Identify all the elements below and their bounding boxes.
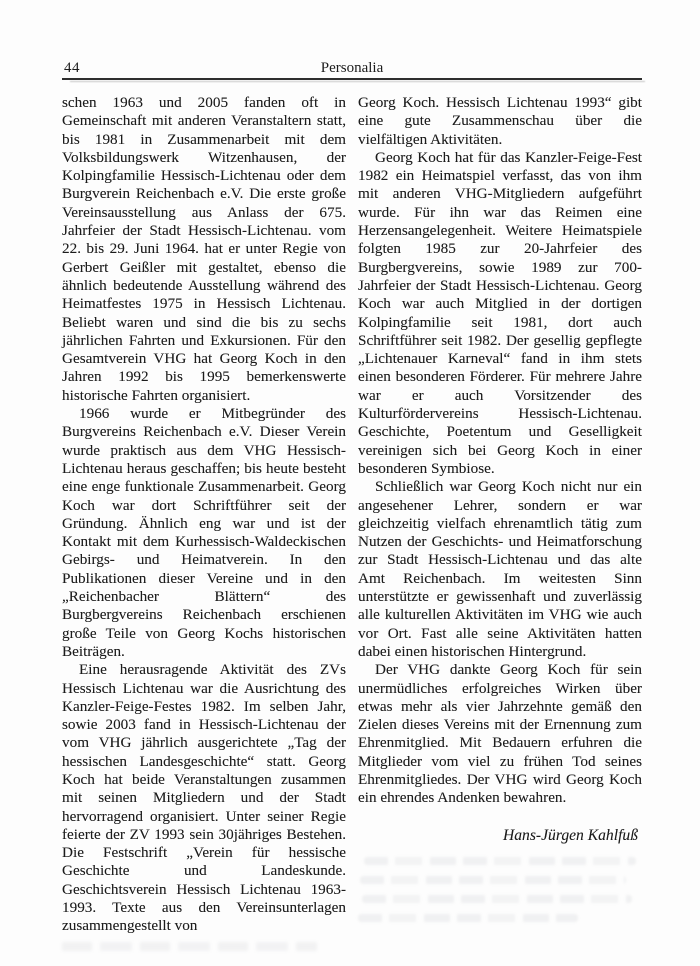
paragraph: Georg Koch. Hessisch Lichtenau 1993“ gibt eine gute Zusammenschau über die vielfältigen Aktivitäten. — [358, 94, 642, 148]
paragraph: schen 1963 und 2005 fanden oft in Gemeinschaft mit anderen Veranstaltern statt, bis 1981 in Zusammenarbeit mit dem Volksbildungswerk Witzenhausen, der Kolpingfamilie Hessisch-Lichtenau oder dem Burgverein Reichenbach e.V. Die erste große Vereinsausstellung aus Anlass der 675. Jahrfeier der Stadt Hessisch-Lichtenau. vom 22. bis 29. Juni 1964. hat er unter Regie von Gerbert Geißler mit gestaltet, ebenso die ähnlich bedeutende Ausstellung während des Heimatfestes 1975 in Hessisch Lichtenau. Beliebt waren und sind die bis zu sechs jährlichen Fahrten und Exkursionen. Für den Gesamtverein VHG hat Georg Koch in den Jahren 1992 bis 1995 bemerkenswerte historische Fahrten organisiert. — [62, 94, 346, 404]
paragraph: Eine herausragende Aktivität des ZVs Hessisch Lichtenau war die Ausrichtung des Kanzler-Feige-Festes 1982. Im selben Jahr, sowie 2003 fand in Hessisch-Lichtenau der vom VHG jährlich ausgerichtete „Tag der hessischen Landesgeschichte“ statt. Georg Koch hat beide Veranstaltungen zusammen mit seinen Mitgliedern und der Stadt hervorragend organisiert. Unter seiner Regie feierte der ZV 1993 sein 30jähriges Bestehen. Die Festschrift „Verein für hessische Geschichte und Landeskunde. Geschichtsverein Hessisch Lichtenau 1963-1993. Texte aus den Vereinsunterlagen zusammengestellt von — [62, 661, 346, 935]
column-right — [358, 94, 642, 951]
paragraph: 1966 wurde er Mitbegründer des Burgvereins Reichenbach e.V. Dieser Verein wurde praktisch aus dem VHG Hessisch-Lichtenau heraus geschaffen; bis heute besteht eine enge funktionale Zusammenarbeit. Georg Koch war dort Schriftführer seit der Gründung. Ähnlich eng war und ist der Kontakt mit dem Kurhessisch-Waldeckischen Gebirgs- und Heimatverein. In den Publikationen dieser Vereine und in den „Reichenbacher Blättern“ des Burgbergvereins Reichenbach erschienen große Teile von Georg Kochs historischen Beiträgen. — [62, 405, 346, 660]
paragraph: Der VHG dankte Georg Koch für sein unermüdliches erfolgreiches Wirken über etwas mehr als vier Jahrzehnte gemäß den Zielen dieses Vereins mit der Ernennung zum Ehrenmitglied. Mit Bedauern erfuhren die Mitglieder vom viel zu frühen Tod seines Ehrenmitgliedes. Der VHG wird Georg Koch ein ehrendes Andenken bewahren. — [358, 661, 642, 807]
ghost-line — [358, 914, 578, 922]
header-rule — [62, 78, 642, 80]
ghost-line — [360, 876, 626, 884]
page-header — [62, 60, 642, 78]
author-signature: Hans-Jürgen Kahlfuß — [503, 826, 638, 844]
page-number: 44 — [64, 60, 80, 76]
column-left — [62, 94, 346, 951]
paragraph: Georg Koch hat für das Kanzler-Feige-Fest 1982 ein Heimatspiel verfasst, das von ihm mit anderen VHG-Mitgliedern aufgeführt wurde. Für ihn war das Reimen eine Herzensangelegenheit. Weitere Heimatspiele folgten 1985 zur 20-Jahrfeier des Burgbergvereins, sowie 1989 zur 700-Jahrfeier der Stadt Hessisch-Lichtenau. Georg Koch war auch Mitglied in der dortigen Kolpingfamilie seit 1981, dort auch Schriftführer seit 1982. Der gesellig gepflegte „Lichtenauer Karneval“ fand in ihm stets einen besonderen Förderer. Für mehrere Jahre war er auch Vorsitzender des Kulturfördervereins Hessisch-Lichtenau. Geschichte, Poetentum und Geselligkeit vereinigen sich bei Georg Koch in einer besonderen Symbiose. — [358, 148, 642, 477]
bleed-through-artifact — [62, 942, 317, 951]
article-body — [62, 94, 642, 951]
running-head: Personalia — [320, 60, 384, 76]
ghost-line — [362, 895, 632, 903]
paragraph: Schließlich war Georg Koch nicht nur ein angesehener Lehrer, sondern er war gleichzeitig vielfach ehrenamtlich tätig zum Nutzen der Geschichts- und Heimatforschung zur Stadt Hessisch-Lichtenau und das alte Amt Reichenbach. Im weitesten Sinn unterstützte er gewissenhaft und zuverlässig alle kulturellen Aktivitäten im VHG wie auch vor Ort. Fast alle seine Aktivitäten hatten dabei einen historischen Hintergrund. — [358, 478, 642, 660]
ghost-line — [364, 857, 636, 865]
bleed-through-artifact — [358, 857, 642, 922]
